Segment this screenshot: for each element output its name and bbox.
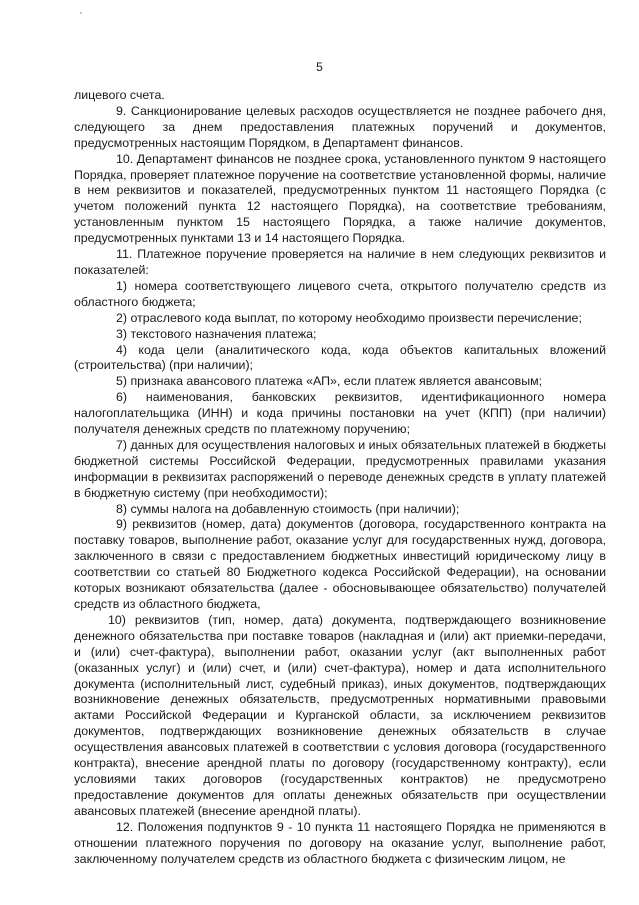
subitem-2: 2) отраслевого кода выплат, по которому необходимо произвести перечисление; [116, 310, 582, 325]
subitem-6: 6) наименования, банковских реквизитов, идентификационного номера налогоплательщика (ИНН) и кода причины постановки на учет (КПП) (при наличии) получателя денежных средств по платежному поручению; [74, 390, 606, 437]
subitem-8: 8) суммы налога на добавленную стоимость (при наличии); [116, 501, 460, 516]
subitem-1: 1) номера соответствующего лицевого счета, открытого получателю средств из областного бюджета; [74, 278, 606, 309]
document-body [74, 88, 606, 867]
paragraph-9: 9. Санкционирование целевых расходов осуществляется не позднее рабочего дня, следующего за днем предоставления платежных поручений и документов, предусмотренных настоящим Порядком, в Департамент финансов. [74, 103, 606, 150]
subitem-9: 9) реквизитов (номер, дата) документов (договора, государственного контракта на поставку товаров, выполнение работ, оказание услуг для государственных нужд, договора, заключенного в связи с предоставлением бюджетных инвестиций юридическому лицу в соответствии со статьей 80 Бюджетного кодекса Российской Федерации), на основании которых возникают обязательства (далее - обосновывающее обязательство) получателей средств из областного бюджета, [74, 517, 606, 611]
subitem-5: 5) признака авансового платежа «АП», если платеж является авансовым; [116, 374, 543, 389]
subitem-3: 3) текстового назначения платежа; [116, 326, 317, 341]
subitem-4: 4) кода цели (аналитического кода, кода объектов капитальных вложений (строительства) (при наличии); [74, 342, 606, 373]
paragraph-continuation: лицевого счета. [74, 88, 165, 102]
subitem-10: 10) реквизитов (тип, номер, дата) документа, подтверждающего возникновение денежного обязательства при поставке товаров (накладная и (или) акт приемки-передачи, и (или) счет-фактура), выполнении работ, оказании услуг (акт выполненных работ (оказанных услуг) и (или) счет, и (или) счет-фактура), номер и дата исполнительного документа (исполнительный лист, судебный приказ), иных документов, подтверждающих возникновение денежных обязательств, предусмотренных нормативными правовыми актами Российской Федерации и Курганской области, за исключением реквизитов документов, подтверждающих возникновение денежных обязательств в случае осуществления авансовых платежей в соответствии с условия договора (государственного контракта), внесение арендной платы по договору (государственному контракту), если условиями таких договоров (государственных контрактов) не предусмотрено предоставление документов для оплаты денежных обязательств при осуществлении авансовых платежей (внесение арендной платы). [74, 612, 606, 818]
subitem-7: 7) данных для осуществления налоговых и иных обязательных платежей в бюджеты бюджетной системы Российской Федерации, предусмотренных правилами указания информации в реквизитах распоряжений о переводе денежных средств в уплату платежей в бюджетную систему (при необходимости); [74, 437, 606, 500]
page-number: 5 [316, 60, 323, 74]
paragraph-11: 11. Платежное поручение проверяется на наличие в нем следующих реквизитов и показателей: [74, 247, 606, 277]
scan-speck [80, 12, 82, 14]
paragraph-12: 12. Положения подпунктов 9 - 10 пункта 11 настоящего Порядка не применяются в отношении платежного поручения по договору на оказание услуг, выполнение работ, заключенному получателем средств из областного бюджета с физическим лицом, не [74, 819, 606, 866]
paragraph-10: 10. Департамент финансов не позднее срока, установленного пунктом 9 настоящего Порядка, проверяет платежное поручение на соответствие установленной формы, наличие в нем реквизитов и показателей, предусмотренных пунктом 11 настоящего Порядка (с учетом положений пункта 12 настоящего Порядка), на соответствие требованиям, установленным пунктом 15 настоящего Порядка, а также наличие документов, предусмотренных пунктами 13 и 14 настоящего Порядка. [74, 151, 606, 246]
